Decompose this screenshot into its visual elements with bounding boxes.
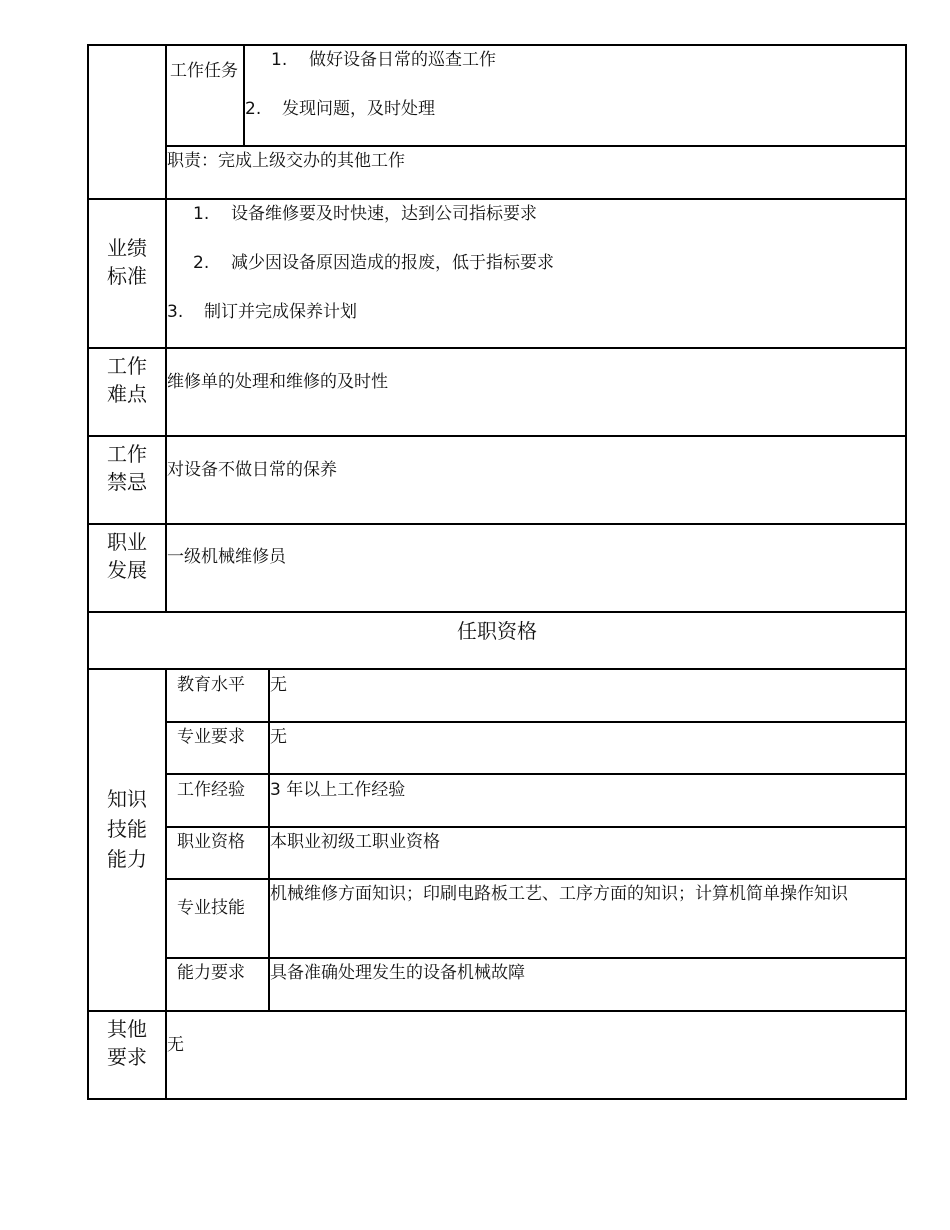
knowledge-skills-label: 知识技能能力 [107, 787, 147, 871]
other-duty-text: 职责：完成上级交办的其他工作 [167, 151, 405, 171]
divider [165, 145, 907, 147]
taboo-text: 对设备不做日常的保养 [167, 460, 337, 480]
divider [87, 198, 907, 200]
task-label: 工作任务 [170, 61, 238, 81]
qualification-row-value: 本职业初级工职业资格 [270, 832, 440, 852]
performance-item-number: 2. [193, 253, 210, 273]
qualification-row-value: 无 [270, 675, 287, 695]
divider [165, 878, 907, 880]
performance-item-number: 3. [167, 302, 184, 322]
difficulty-label: 工作难点 [107, 354, 147, 406]
divider [87, 435, 907, 437]
performance-item-text: 制订并完成保养计划 [204, 302, 357, 322]
qualification-row-label: 教育水平 [177, 675, 245, 695]
performance-item-text: 减少因设备原因造成的报废，低于指标要求 [231, 253, 554, 273]
qualification-row-label: 能力要求 [177, 963, 245, 983]
task-item-number: 2. [245, 99, 262, 119]
task-item-number: 1. [271, 50, 288, 70]
difficulty-text: 维修单的处理和维修的及时性 [167, 372, 388, 392]
qualification-row-label: 职业资格 [177, 832, 245, 852]
divider [165, 957, 907, 959]
divider [165, 773, 907, 775]
other-requirements-label: 其他要求 [107, 1017, 147, 1069]
qualification-row-label: 专业技能 [177, 898, 245, 918]
performance-item-number: 1. [193, 204, 210, 224]
task-item-text: 做好设备日常的巡查工作 [309, 50, 496, 70]
other-requirements-text: 无 [167, 1035, 184, 1055]
task-item-text: 发现问题，及时处理 [282, 99, 435, 119]
divider [87, 347, 907, 349]
divider [87, 611, 907, 613]
career-label: 职业发展 [107, 530, 147, 582]
qualification-row-value: 无 [270, 727, 287, 747]
divider [87, 523, 907, 525]
label-column-divider [165, 44, 167, 612]
table-border-bottom [87, 1098, 907, 1100]
divider [165, 721, 907, 723]
qualification-row-value: 3 年以上工作经验 [270, 780, 406, 800]
performance-item-text: 设备维修要及时快速，达到公司指标要求 [231, 204, 537, 224]
qualification-row-value: 具备准确处理发生的设备机械故障 [270, 963, 525, 983]
table-border-top [87, 44, 907, 46]
qualification-row-label: 专业要求 [177, 727, 245, 747]
divider [87, 668, 907, 670]
qualification-row-label: 工作经验 [177, 780, 245, 800]
divider [165, 826, 907, 828]
qualification-title: 任职资格 [457, 619, 537, 643]
table-border-right [905, 44, 907, 1100]
divider [87, 1010, 907, 1012]
taboo-label: 工作禁忌 [107, 442, 147, 494]
performance-label: 业绩标准 [107, 236, 147, 288]
qualification-row-value: 机械维修方面知识；印刷电路板工艺、工序方面的知识；计算机简单操作知识 [270, 884, 848, 904]
task-label-divider [243, 44, 245, 146]
career-text: 一级机械维修员 [167, 547, 286, 567]
table-border-left [87, 44, 89, 1100]
